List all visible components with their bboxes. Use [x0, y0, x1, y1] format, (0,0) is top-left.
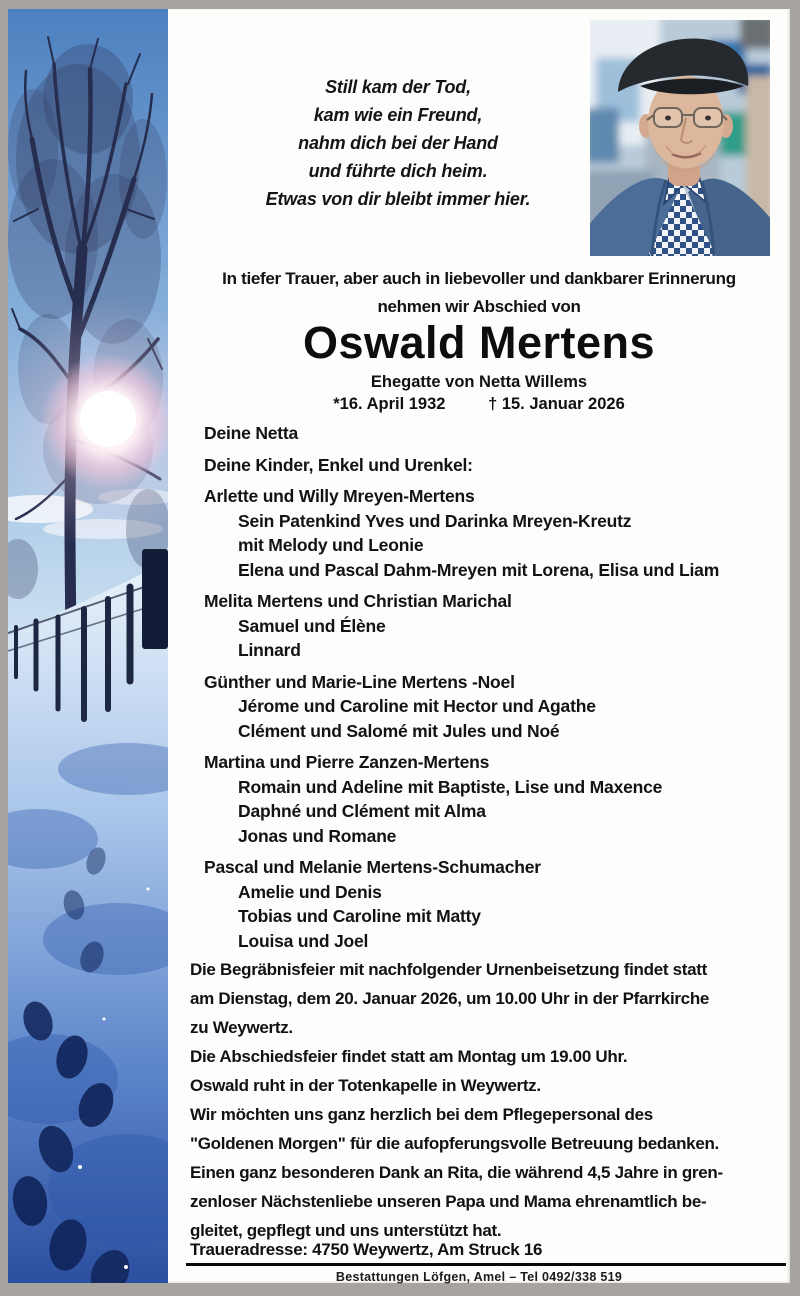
deceased-dates: [172, 395, 786, 414]
poem-line: kam wie ein Freund,: [313, 105, 483, 125]
memorial-poem: [168, 73, 628, 213]
family-member: Daphné und Clément mit Alma: [238, 801, 486, 821]
family-group-head: Melita Mertens und Christian Marichal: [204, 591, 512, 611]
notice-paragraph: Die Begräbnisfeier mit nachfolgender Urnenbeisetzung findet statt am Dienstag, dem 20. Januar 2026, um 10.00 Uhr in der Pfarrkirche zu Weywertz.: [190, 960, 710, 1037]
mourners-children-label: Deine Kinder, Enkel und Urenkel:: [204, 454, 473, 475]
family-group: [204, 484, 784, 582]
family-member: Amelie und Denis: [238, 881, 382, 902]
deceased-name: Oswald Mertens: [302, 317, 656, 368]
family-member: Sein Patenkind Yves und Darinka Mreyen-Kreutz: [238, 510, 632, 531]
notice-paragraph: Oswald ruht in der Totenkapelle in Weywertz.: [190, 1076, 541, 1095]
separator-rule: [186, 1263, 786, 1266]
death-date: † 15. Januar 2026: [488, 395, 625, 413]
family-group: [204, 670, 784, 744]
family-member: Tobias und Caroline mit Matty: [238, 906, 481, 926]
family-group: [204, 589, 784, 663]
funeral-notices: [190, 955, 790, 1245]
family-member: Clément und Salomé mit Jules und Noé: [238, 720, 560, 741]
family-group-head: Martina und Pierre Zanzen-Mertens: [204, 752, 490, 772]
family-group-head: Arlette und Willy Mreyen-Mertens: [204, 486, 475, 506]
poem-line: und führte dich heim.: [308, 161, 488, 181]
family-member: Elena und Pascal Dahm-Mreyen mit Lorena, Elisa und Liam: [238, 559, 720, 580]
family-member: Linnard: [238, 640, 301, 660]
mourners-list: [204, 421, 784, 960]
obituary-card: [8, 9, 790, 1283]
intro-text: [172, 265, 786, 321]
poem-line: nahm dich bei der Hand: [298, 133, 498, 153]
intro-line-2: nehmen wir Abschied von: [377, 297, 581, 316]
family-member: Samuel und Élène: [238, 615, 386, 636]
family-groups: [204, 484, 784, 953]
winter-landscape-photo: [8, 9, 168, 1283]
family-member: Jonas und Romane: [238, 825, 397, 846]
notice-paragraph: Die Abschiedsfeier findet statt am Montag um 19.00 Uhr.: [190, 1047, 628, 1066]
deceased-relation: Ehegatte von Netta Willems: [370, 373, 588, 391]
undertaker-footer: Bestattungen Löfgen, Amel – Tel 0492/338 519: [335, 1270, 623, 1284]
family-member: Romain und Adeline mit Baptiste, Lise und Maxence: [238, 776, 663, 797]
family-member: mit Melody und Leonie: [238, 535, 424, 555]
family-group: [204, 750, 784, 848]
poem-line: Still kam der Tod,: [325, 77, 471, 97]
family-member: Louisa und Joel: [238, 930, 369, 951]
family-group-head: Pascal und Melanie Mertens-Schumacher: [204, 857, 541, 877]
intro-line-1: In tiefer Trauer, aber auch in liebevoller und dankbarer Erinnerung: [222, 269, 736, 288]
family-member: Jérome und Caroline mit Hector und Agathe: [238, 696, 596, 716]
poem-line: Etwas von dir bleibt immer hier.: [265, 189, 531, 209]
notice-paragraph: Einen ganz besonderen Dank an Rita, die während 4,5 Jahre in gren- zenloser Nächstenliebe unseren Papa und Mama ehrenamtlich be- gleitet, gepflegt und uns unterstützt hat.: [190, 1163, 723, 1240]
mourning-address: Traueradresse: 4750 Weywertz, Am Struck 16: [190, 1240, 543, 1259]
family-group: [204, 855, 784, 953]
family-group-head: Günther und Marie-Line Mertens -Noel: [204, 671, 515, 692]
birth-date: *16. April 1932: [333, 395, 446, 413]
winter-landscape-illustration: [8, 9, 168, 1283]
mourner-spouse: Deine Netta: [204, 423, 299, 443]
notice-paragraph: Wir möchten uns ganz herzlich bei dem Pflegepersonal des "Goldenen Morgen" für die aufopferungsvolle Betreuung bedanken.: [190, 1105, 719, 1153]
